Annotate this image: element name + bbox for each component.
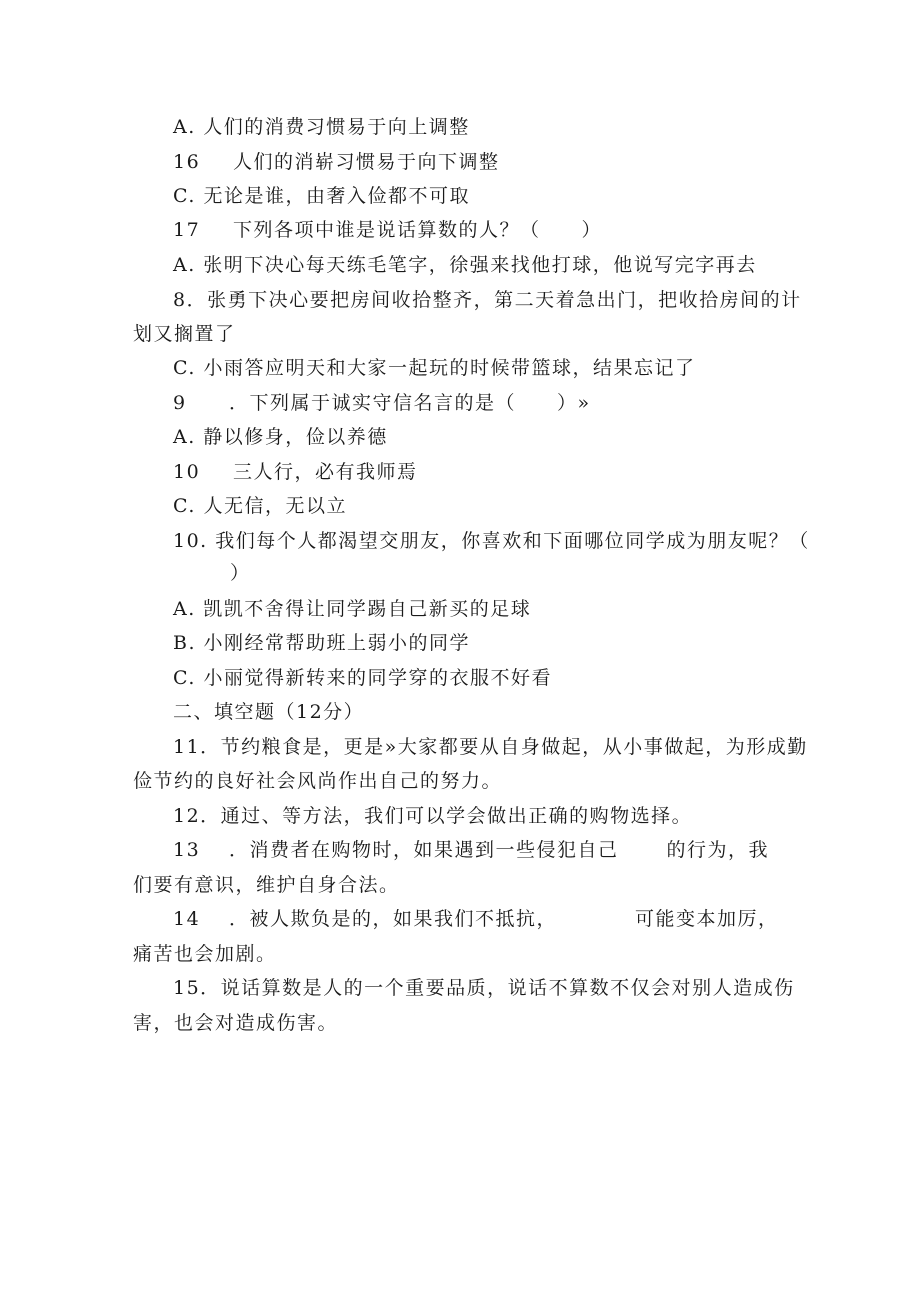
- section-heading: [173, 700, 364, 724]
- option-a-line: [173, 253, 757, 277]
- option-c-line: [173, 494, 347, 518]
- text: ．下列属于诚实守信名言的是（ ）»: [229, 392, 591, 414]
- text: ．消费者在购物时，如果遇到一些侵犯自己: [229, 839, 619, 861]
- text: 下列各项中谁是说话算数的人？（ ）: [233, 219, 603, 241]
- option-b-line: [173, 460, 418, 484]
- text: 11．节约粮食是，更是»大家都要从自身做起，从小事做起，为形成勤: [173, 736, 808, 758]
- continuation-line: [133, 1011, 338, 1035]
- text: C. 人无信，无以立: [173, 495, 347, 517]
- option-a-line: [173, 115, 470, 139]
- question-13-line: [173, 838, 769, 862]
- question-16-line: [173, 150, 500, 174]
- option-a-line: [173, 425, 388, 449]
- text: 害，也会对造成伤害。: [133, 1012, 339, 1034]
- question-number: 13: [173, 839, 201, 861]
- text: A. 人们的消费习惯易于向上调整: [173, 116, 470, 138]
- question-number: 17: [173, 219, 201, 241]
- answer-bracket-line: [230, 561, 251, 585]
- text: ．被人欺负是的，如果我们不抵抗，: [229, 908, 558, 930]
- question-9-line: [173, 391, 591, 415]
- question-8-line: [173, 288, 802, 312]
- text: 划又搁置了: [133, 323, 236, 345]
- question-17-line: [173, 218, 602, 242]
- option-c-line: [173, 184, 470, 208]
- question-number: 16: [173, 151, 201, 173]
- text: A. 凯凯不舍得让同学踢自己新买的足球: [173, 598, 532, 620]
- text: C. 小丽觉得新转来的同学穿的衣服不好看: [173, 667, 552, 689]
- text: B. 小刚经常帮助班上弱小的同学: [173, 632, 471, 654]
- continuation-line: [133, 873, 400, 897]
- question-11-line: [173, 735, 808, 759]
- question-number: 10: [173, 461, 201, 483]
- option-c-line: [173, 666, 552, 690]
- text: 8．张勇下决心要把房间收拾整齐，第二天着急出门，把收拾房间的计: [173, 289, 802, 311]
- continuation-line: [133, 942, 277, 966]
- text: 俭节约的良好社会风尚作出自己的努力。: [133, 770, 503, 792]
- question-15-line: [173, 976, 795, 1000]
- text: 12．通过、等方法，我们可以学会做出正确的购物选择。: [173, 805, 693, 827]
- option-a-line: [173, 597, 531, 621]
- text: 痛苦也会加剧。: [133, 943, 277, 965]
- option-b-line: [173, 631, 470, 655]
- text: ）: [230, 562, 251, 584]
- text: 们要有意识，维护自身合法。: [133, 874, 400, 896]
- question-12-line: [173, 804, 692, 828]
- text: 人们的消崭习惯易于向下调整: [233, 151, 500, 173]
- continuation-line: [133, 769, 502, 793]
- text: C. 小雨答应明天和大家一起玩的时候带篮球，结果忘记了: [173, 357, 696, 379]
- text: 的行为，我: [666, 839, 770, 861]
- text: 10. 我们每个人都渴望交朋友，你喜欢和下面哪位同学成为朋友呢？（: [173, 530, 810, 552]
- text: 可能变本加厉，: [635, 908, 779, 930]
- option-c-line: [173, 356, 695, 380]
- question-10-line: [173, 529, 810, 553]
- text: A. 静以修身，俭以养德: [173, 426, 388, 448]
- question-number: 14: [173, 908, 201, 930]
- question-number: 9: [173, 392, 187, 414]
- text: A. 张明下决心每天练毛笔字，徐强来找他打球，他说写完字再去: [173, 254, 757, 276]
- continuation-line: [133, 322, 236, 346]
- text: C. 无论是谁，由奢入俭都不可取: [173, 185, 470, 207]
- text: 15．说话算数是人的一个重要品质，说话不算数不仅会对别人造成伤: [173, 977, 795, 999]
- text: 三人行，必有我师焉: [233, 461, 418, 483]
- text: 二、填空题（12分）: [173, 701, 365, 723]
- question-14-line: [173, 907, 779, 931]
